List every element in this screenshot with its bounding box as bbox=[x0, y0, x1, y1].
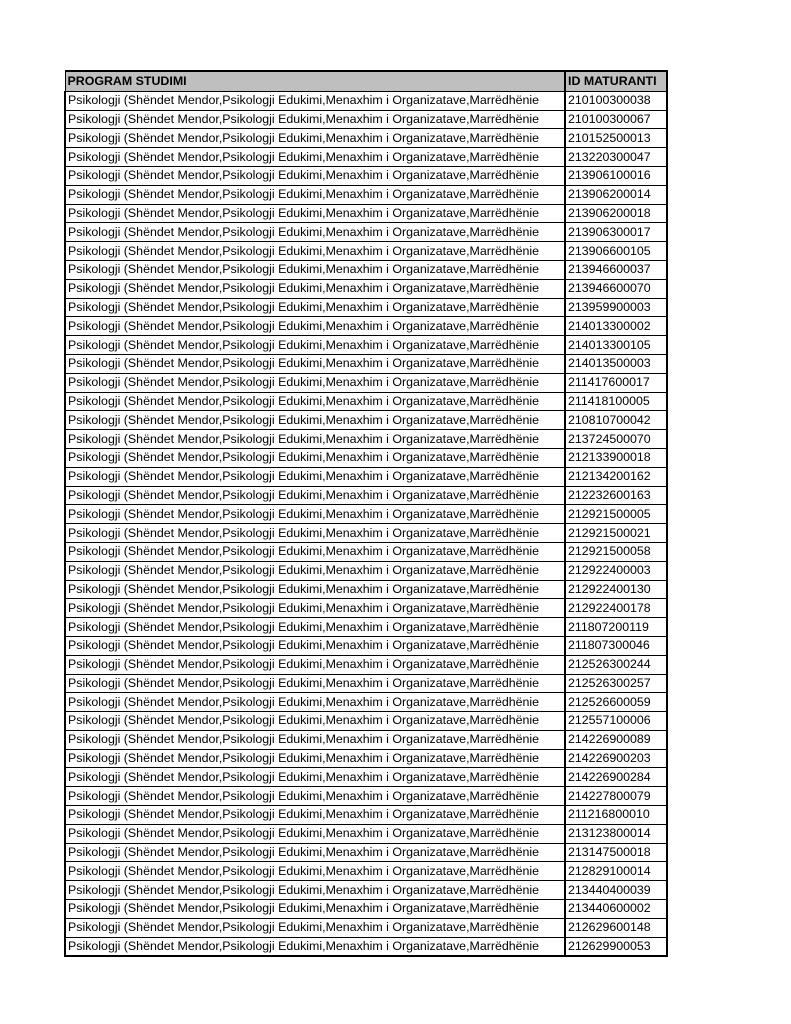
program-cell: Psikologji (Shëndet Mendor,Psikologji Edukimi,Menaxhim i Organizatave,Marrëdhënie bbox=[65, 900, 565, 919]
id-cell: 212921500058 bbox=[565, 542, 667, 561]
id-cell: 214013300105 bbox=[565, 336, 667, 355]
table-body bbox=[65, 91, 667, 956]
id-cell: 213147500018 bbox=[565, 843, 667, 862]
program-cell: Psikologji (Shëndet Mendor,Psikologji Edukimi,Menaxhim i Organizatave,Marrëdhënie bbox=[65, 448, 565, 467]
id-cell: 212232600163 bbox=[565, 486, 667, 505]
id-cell: 210152500013 bbox=[565, 129, 667, 148]
program-cell: Psikologji (Shëndet Mendor,Psikologji Edukimi,Menaxhim i Organizatave,Marrëdhënie bbox=[65, 373, 565, 392]
header-program-studimi: PROGRAM STUDIMI bbox=[65, 71, 565, 91]
program-cell: Psikologji (Shëndet Mendor,Psikologji Edukimi,Menaxhim i Organizatave,Marrëdhënie bbox=[65, 260, 565, 279]
program-cell: Psikologji (Shëndet Mendor,Psikologji Edukimi,Menaxhim i Organizatave,Marrëdhënie bbox=[65, 467, 565, 486]
id-cell: 214226900089 bbox=[565, 730, 667, 749]
program-cell: Psikologji (Shëndet Mendor,Psikologji Edukimi,Menaxhim i Organizatave,Marrëdhënie bbox=[65, 148, 565, 167]
table-row bbox=[65, 806, 667, 825]
program-cell: Psikologji (Shëndet Mendor,Psikologji Edukimi,Menaxhim i Organizatave,Marrëdhënie bbox=[65, 824, 565, 843]
program-cell: Psikologji (Shëndet Mendor,Psikologji Edukimi,Menaxhim i Organizatave,Marrëdhënie bbox=[65, 91, 565, 110]
id-cell: 213959900003 bbox=[565, 298, 667, 317]
program-cell: Psikologji (Shëndet Mendor,Psikologji Edukimi,Menaxhim i Organizatave,Marrëdhënie bbox=[65, 881, 565, 900]
id-cell: 213724500070 bbox=[565, 430, 667, 449]
table-row bbox=[65, 824, 667, 843]
id-cell: 214227800079 bbox=[565, 787, 667, 806]
table-row bbox=[65, 862, 667, 881]
program-cell: Psikologji (Shëndet Mendor,Psikologji Edukimi,Menaxhim i Organizatave,Marrëdhënie bbox=[65, 618, 565, 637]
id-cell: 212526600059 bbox=[565, 693, 667, 712]
table-row bbox=[65, 599, 667, 618]
table-row bbox=[65, 129, 667, 148]
table-row bbox=[65, 148, 667, 167]
program-cell: Psikologji (Shëndet Mendor,Psikologji Edukimi,Menaxhim i Organizatave,Marrëdhënie bbox=[65, 524, 565, 543]
program-cell: Psikologji (Shëndet Mendor,Psikologji Edukimi,Menaxhim i Organizatave,Marrëdhënie bbox=[65, 749, 565, 768]
table-row bbox=[65, 712, 667, 731]
program-cell: Psikologji (Shëndet Mendor,Psikologji Edukimi,Menaxhim i Organizatave,Marrëdhënie bbox=[65, 392, 565, 411]
program-cell: Psikologji (Shëndet Mendor,Psikologji Edukimi,Menaxhim i Organizatave,Marrëdhënie bbox=[65, 768, 565, 787]
program-cell: Psikologji (Shëndet Mendor,Psikologji Edukimi,Menaxhim i Organizatave,Marrëdhënie bbox=[65, 542, 565, 561]
students-table bbox=[64, 70, 668, 957]
program-cell: Psikologji (Shëndet Mendor,Psikologji Edukimi,Menaxhim i Organizatave,Marrëdhënie bbox=[65, 787, 565, 806]
id-cell: 214013500003 bbox=[565, 354, 667, 373]
table-row bbox=[65, 467, 667, 486]
table-row bbox=[65, 486, 667, 505]
table-header bbox=[65, 71, 667, 91]
table-row bbox=[65, 354, 667, 373]
program-cell: Psikologji (Shëndet Mendor,Psikologji Edukimi,Menaxhim i Organizatave,Marrëdhënie bbox=[65, 279, 565, 298]
table-row bbox=[65, 336, 667, 355]
table-row bbox=[65, 655, 667, 674]
table-row bbox=[65, 674, 667, 693]
table-row bbox=[65, 618, 667, 637]
program-cell: Psikologji (Shëndet Mendor,Psikologji Edukimi,Menaxhim i Organizatave,Marrëdhënie bbox=[65, 505, 565, 524]
table-row bbox=[65, 223, 667, 242]
header-id-maturanti: ID MATURANTI bbox=[565, 71, 667, 91]
program-cell: Psikologji (Shëndet Mendor,Psikologji Edukimi,Menaxhim i Organizatave,Marrëdhënie bbox=[65, 806, 565, 825]
id-cell: 211807200119 bbox=[565, 618, 667, 637]
id-cell: 211418100005 bbox=[565, 392, 667, 411]
table-row bbox=[65, 768, 667, 787]
table-row bbox=[65, 787, 667, 806]
table-row bbox=[65, 204, 667, 223]
id-cell: 212922400130 bbox=[565, 580, 667, 599]
id-cell: 212922400178 bbox=[565, 599, 667, 618]
id-cell: 213220300047 bbox=[565, 148, 667, 167]
id-cell: 213906200014 bbox=[565, 185, 667, 204]
id-cell: 212629600148 bbox=[565, 918, 667, 937]
program-cell: Psikologji (Shëndet Mendor,Psikologji Edukimi,Menaxhim i Organizatave,Marrëdhënie bbox=[65, 580, 565, 599]
table-row bbox=[65, 636, 667, 655]
program-cell: Psikologji (Shëndet Mendor,Psikologji Edukimi,Menaxhim i Organizatave,Marrëdhënie bbox=[65, 430, 565, 449]
id-cell: 212526300257 bbox=[565, 674, 667, 693]
table-row bbox=[65, 542, 667, 561]
id-cell: 212133900018 bbox=[565, 448, 667, 467]
table-row bbox=[65, 561, 667, 580]
program-cell: Psikologji (Shëndet Mendor,Psikologji Edukimi,Menaxhim i Organizatave,Marrëdhënie bbox=[65, 561, 565, 580]
program-cell: Psikologji (Shëndet Mendor,Psikologji Edukimi,Menaxhim i Organizatave,Marrëdhënie bbox=[65, 185, 565, 204]
table-row bbox=[65, 260, 667, 279]
id-cell: 212921500021 bbox=[565, 524, 667, 543]
table-row bbox=[65, 317, 667, 336]
id-cell: 213906100016 bbox=[565, 166, 667, 185]
id-cell: 212922400003 bbox=[565, 561, 667, 580]
table-row bbox=[65, 91, 667, 110]
program-cell: Psikologji (Shëndet Mendor,Psikologji Edukimi,Menaxhim i Organizatave,Marrëdhënie bbox=[65, 486, 565, 505]
id-cell: 212629900053 bbox=[565, 937, 667, 956]
program-cell: Psikologji (Shëndet Mendor,Psikologji Edukimi,Menaxhim i Organizatave,Marrëdhënie bbox=[65, 204, 565, 223]
table-row bbox=[65, 505, 667, 524]
program-cell: Psikologji (Shëndet Mendor,Psikologji Edukimi,Menaxhim i Organizatave,Marrëdhënie bbox=[65, 843, 565, 862]
table-row bbox=[65, 185, 667, 204]
id-cell: 210100300067 bbox=[565, 110, 667, 129]
id-cell: 212526300244 bbox=[565, 655, 667, 674]
table-row bbox=[65, 373, 667, 392]
id-cell: 213123800014 bbox=[565, 824, 667, 843]
program-cell: Psikologji (Shëndet Mendor,Psikologji Edukimi,Menaxhim i Organizatave,Marrëdhënie bbox=[65, 862, 565, 881]
id-cell: 213906600105 bbox=[565, 242, 667, 261]
id-cell: 214226900284 bbox=[565, 768, 667, 787]
table-row bbox=[65, 843, 667, 862]
id-cell: 213946600037 bbox=[565, 260, 667, 279]
table-row bbox=[65, 392, 667, 411]
id-cell: 214013300002 bbox=[565, 317, 667, 336]
table-row bbox=[65, 937, 667, 956]
id-cell: 210810700042 bbox=[565, 411, 667, 430]
table-row bbox=[65, 411, 667, 430]
table-row bbox=[65, 900, 667, 919]
table-row bbox=[65, 918, 667, 937]
id-cell: 213906300017 bbox=[565, 223, 667, 242]
program-cell: Psikologji (Shëndet Mendor,Psikologji Edukimi,Menaxhim i Organizatave,Marrëdhënie bbox=[65, 354, 565, 373]
program-cell: Psikologji (Shëndet Mendor,Psikologji Edukimi,Menaxhim i Organizatave,Marrëdhënie bbox=[65, 636, 565, 655]
id-cell: 213946600070 bbox=[565, 279, 667, 298]
id-cell: 213440600002 bbox=[565, 900, 667, 919]
table-row bbox=[65, 166, 667, 185]
program-cell: Psikologji (Shëndet Mendor,Psikologji Edukimi,Menaxhim i Organizatave,Marrëdhënie bbox=[65, 317, 565, 336]
program-cell: Psikologji (Shëndet Mendor,Psikologji Edukimi,Menaxhim i Organizatave,Marrëdhënie bbox=[65, 298, 565, 317]
program-cell: Psikologji (Shëndet Mendor,Psikologji Edukimi,Menaxhim i Organizatave,Marrëdhënie bbox=[65, 166, 565, 185]
table-row bbox=[65, 749, 667, 768]
id-cell: 210100300038 bbox=[565, 91, 667, 110]
table-row bbox=[65, 524, 667, 543]
program-cell: Psikologji (Shëndet Mendor,Psikologji Edukimi,Menaxhim i Organizatave,Marrëdhënie bbox=[65, 655, 565, 674]
table-row bbox=[65, 430, 667, 449]
id-cell: 211807300046 bbox=[565, 636, 667, 655]
program-cell: Psikologji (Shëndet Mendor,Psikologji Edukimi,Menaxhim i Organizatave,Marrëdhënie bbox=[65, 110, 565, 129]
program-cell: Psikologji (Shëndet Mendor,Psikologji Edukimi,Menaxhim i Organizatave,Marrëdhënie bbox=[65, 599, 565, 618]
program-cell: Psikologji (Shëndet Mendor,Psikologji Edukimi,Menaxhim i Organizatave,Marrëdhënie bbox=[65, 129, 565, 148]
program-cell: Psikologji (Shëndet Mendor,Psikologji Edukimi,Menaxhim i Organizatave,Marrëdhënie bbox=[65, 674, 565, 693]
program-cell: Psikologji (Shëndet Mendor,Psikologji Edukimi,Menaxhim i Organizatave,Marrëdhënie bbox=[65, 693, 565, 712]
id-cell: 212829100014 bbox=[565, 862, 667, 881]
table-row bbox=[65, 110, 667, 129]
program-cell: Psikologji (Shëndet Mendor,Psikologji Edukimi,Menaxhim i Organizatave,Marrëdhënie bbox=[65, 730, 565, 749]
id-cell: 214226900203 bbox=[565, 749, 667, 768]
program-cell: Psikologji (Shëndet Mendor,Psikologji Edukimi,Menaxhim i Organizatave,Marrëdhënie bbox=[65, 937, 565, 956]
id-cell: 212557100006 bbox=[565, 712, 667, 731]
program-cell: Psikologji (Shëndet Mendor,Psikologji Edukimi,Menaxhim i Organizatave,Marrëdhënie bbox=[65, 411, 565, 430]
table-row bbox=[65, 242, 667, 261]
table-row bbox=[65, 580, 667, 599]
table-row bbox=[65, 730, 667, 749]
id-cell: 211216800010 bbox=[565, 806, 667, 825]
table-row bbox=[65, 279, 667, 298]
id-cell: 213440400039 bbox=[565, 881, 667, 900]
header-row bbox=[65, 71, 667, 91]
program-cell: Psikologji (Shëndet Mendor,Psikologji Edukimi,Menaxhim i Organizatave,Marrëdhënie bbox=[65, 242, 565, 261]
program-cell: Psikologji (Shëndet Mendor,Psikologji Edukimi,Menaxhim i Organizatave,Marrëdhënie bbox=[65, 336, 565, 355]
table-row bbox=[65, 881, 667, 900]
program-cell: Psikologji (Shëndet Mendor,Psikologji Edukimi,Menaxhim i Organizatave,Marrëdhënie bbox=[65, 712, 565, 731]
program-cell: Psikologji (Shëndet Mendor,Psikologji Edukimi,Menaxhim i Organizatave,Marrëdhënie bbox=[65, 223, 565, 242]
id-cell: 212921500005 bbox=[565, 505, 667, 524]
table-row bbox=[65, 298, 667, 317]
table-row bbox=[65, 693, 667, 712]
program-cell: Psikologji (Shëndet Mendor,Psikologji Edukimi,Menaxhim i Organizatave,Marrëdhënie bbox=[65, 918, 565, 937]
id-cell: 211417600017 bbox=[565, 373, 667, 392]
id-cell: 212134200162 bbox=[565, 467, 667, 486]
id-cell: 213906200018 bbox=[565, 204, 667, 223]
table-row bbox=[65, 448, 667, 467]
